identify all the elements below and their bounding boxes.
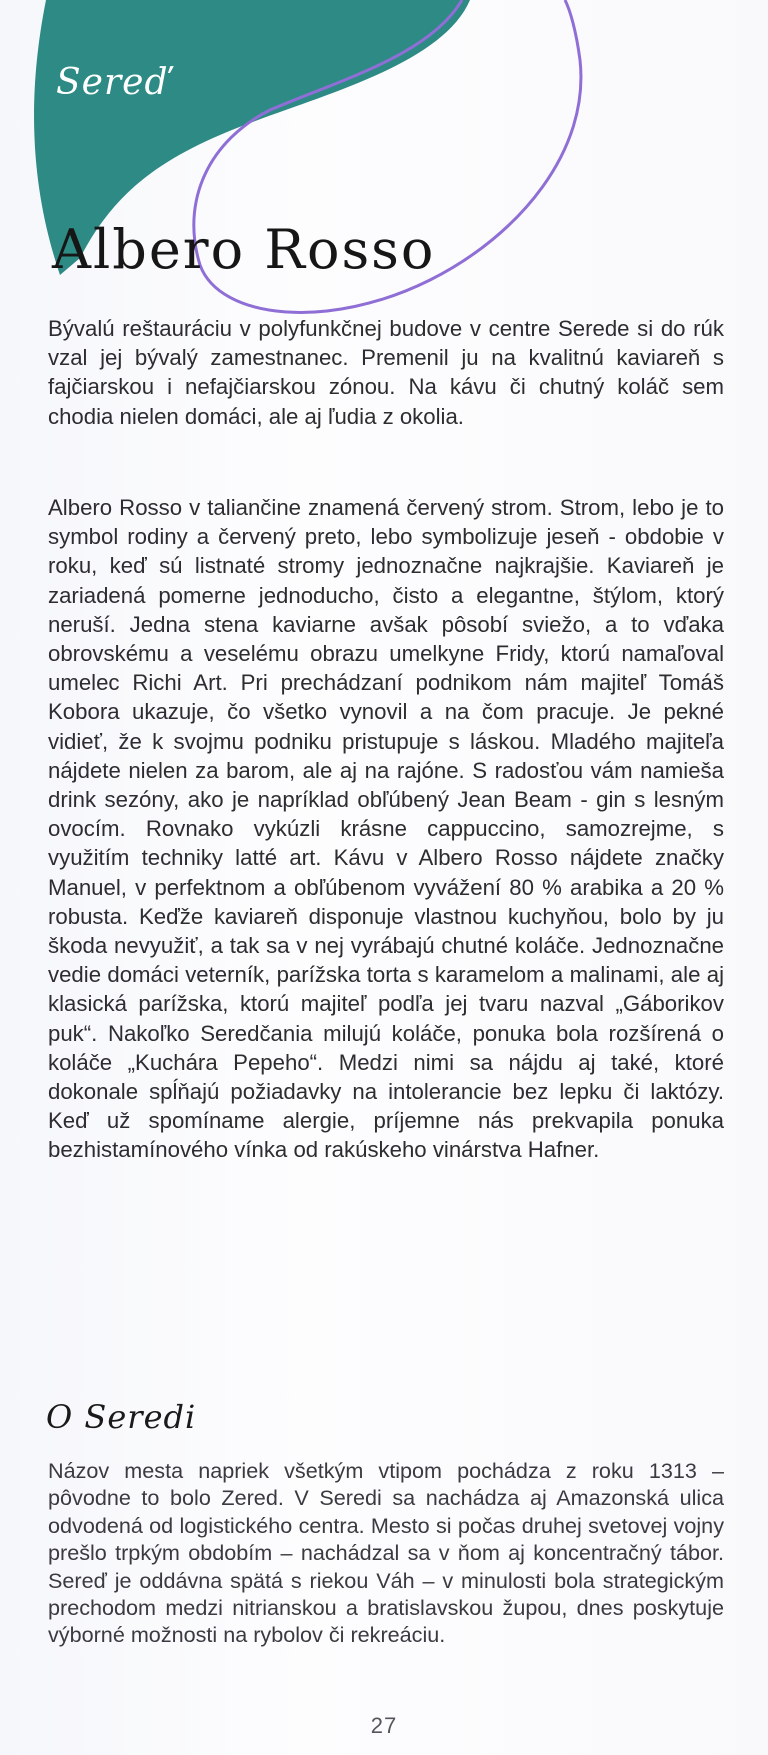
about-heading: O Seredi bbox=[46, 1398, 197, 1436]
article-paragraph-2: Albero Rosso v taliančine znamená červený strom. Strom, lebo je to symbol rodiny a červený preto, lebo symbolizuje jeseň - obdobie v roku, keď sú listnaté stromy jednoznačne najkrajšie. Kaviareň je zariadená pomerne jednoducho, čisto a elegantne, štýlom, ktorý neruší. Jedna stena kaviarne avšak pôsobí sviežo, a to vďaka obrovskému a veselému obrazu umelkyne Fridy, ktorú namaľoval umelec Richi Art. Pri prechádzaní podnikom nám majiteľ Tomáš Kobora ukazuje, čo všetko vynovil a na čom pracuje. Je pekné vidieť, že k svojmu podniku pristupuje s láskou. Mladého majiteľa nájdete nielen za barom, ale aj na rajóne. S radosťou vám namieša drink sezóny, ako je napríklad obľúbený Jean Beam - gin s lesným ovocím. Rovnako vykúzli krásne cappuccino, samozrejme, s využitím techniky latté art. Kávu v Albero Rosso nájdete značky Manuel, v perfektnom a obľúbenom vyvážení 80 % arabika a 20 % robusta. Keďže kaviareň disponuje vlastnou kuchyňou, bolo by ju škoda nevyužiť, a tak sa v nej vyrábajú chutné koláče. Jednoznačne vedie domáci veterník, parížska torta s karamelom a malinami, ale aj klasická parížska, ktorú majiteľ podľa jej tvaru nazval „Gáborikov puk“. Nakoľko Seredčania milujú koláče, ponuka bola rozšírená o koláče „Kuchára Pepeho“. Medzi nimi sa nájdu aj také, ktoré dokonale spĺňajú požiadavky na intolerancie bez lepku či laktózy. Keď už spomíname alergie, príjemne nás prekvapila ponuka bezhistamínového vínka od rakúskeho vinárstva Hafner. bbox=[48, 495, 724, 1163]
page-number: 27 bbox=[370, 1713, 398, 1738]
decorative-shapes bbox=[0, 0, 768, 340]
article-title: Albero Rosso bbox=[52, 218, 436, 281]
city-label: Sereď bbox=[56, 62, 169, 103]
article-paragraph-1: Bývalú reštauráciu v polyfunkčnej budove v centre Serede si do rúk vzal jej bývalý zamestnanec. Premenil ju na kvalitnú kaviareň s fajčiarskou i nefajčiarskou zónou. Na kávu či chutný koláč sem chodia nielen domáci, ale aj ľudia z okolia. bbox=[48, 316, 724, 429]
about-paragraph: Názov mesta napriek všetkým vtipom pochádza z roku 1313 – pôvodne to bolo Zered. V Seredi sa nachádza aj Amazonská ulica odvodená od logistického centra. Mesto si počas druhej svetovej vojny prešlo trpkým obdobím – nachádzal sa v ňom aj koncentračný tábor. Sereď je oddávna spätá s riekou Váh – v minulosti bola strategickým prechodom medzi nitrianskou a bratislavskou župou, dnes poskytuje výborné možnosti na rybolov či rekreáciu. bbox=[48, 1458, 724, 1648]
